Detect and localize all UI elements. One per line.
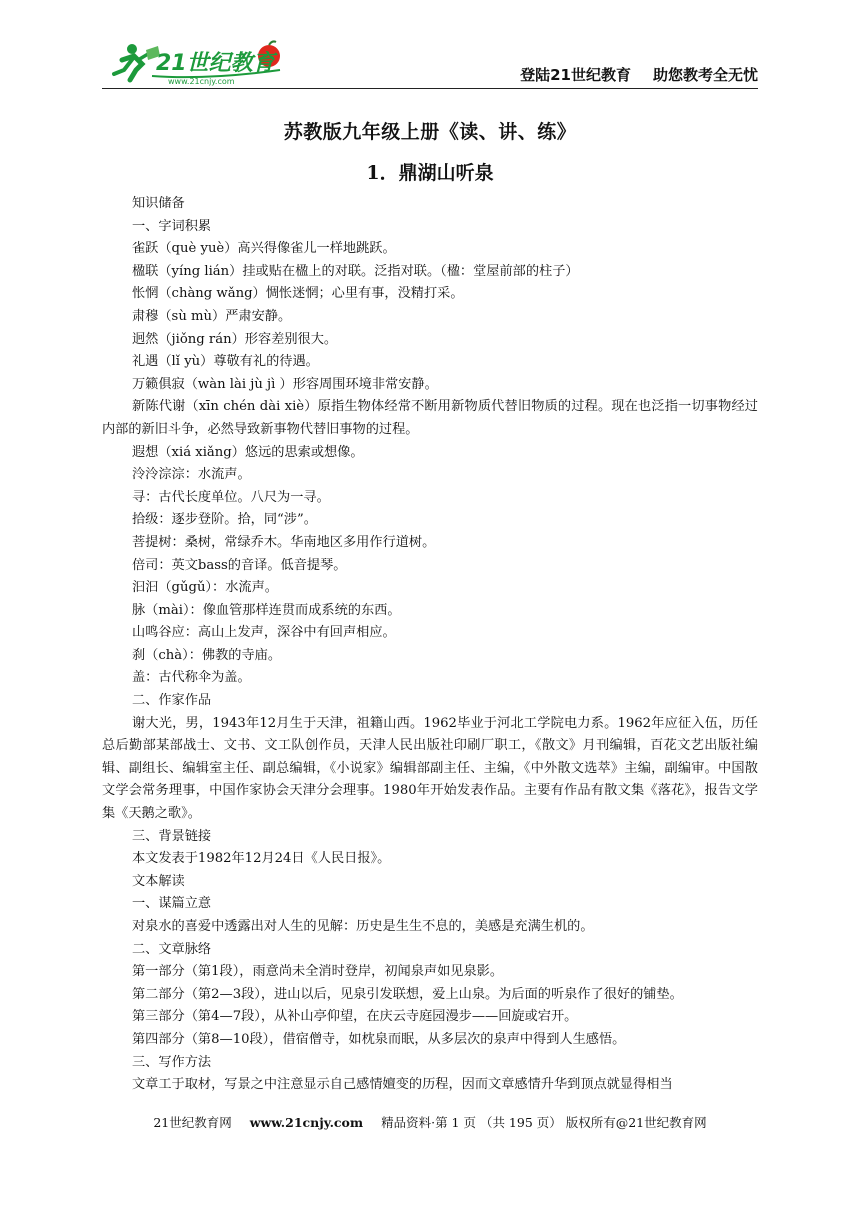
subsection-heading: 二、文章脉络	[132, 941, 212, 957]
header-divider	[102, 88, 758, 89]
footer-site-link[interactable]: www.21cnjy.com	[249, 1115, 364, 1130]
slogan-left: 登陆21世纪教育	[520, 66, 631, 84]
paragraph: 第一部分（第1段），雨意尚未全消时登岸，初闻泉声如见泉影。	[132, 964, 504, 980]
subsection-heading: 三、背景链接	[132, 828, 212, 844]
vocab-item: 楹联（yíng lián）挂或贴在楹上的对联。泛指对联。（楹：堂屋前部的柱子）	[132, 263, 579, 279]
footer-left: 21世纪教育网	[153, 1115, 232, 1130]
subsection-heading: 三、写作方法	[132, 1054, 212, 1070]
paragraph: 对泉水的喜爱中透露出对人生的见解：历史是生生不息的，美感是充满生机的。	[132, 919, 594, 934]
subsection-heading: 一、谋篇立意	[132, 896, 212, 912]
vocab-item: 刹（chà）：佛教的寺庙。	[132, 647, 282, 663]
vocab-item: 新陈代谢（xīn chén dài xiè）原指生物体经常不断用新物质代替旧物质的过程。现在也泛指一切事物经过内部的新旧斗争，必然导致新事物代替旧事物的过程。	[102, 399, 758, 437]
vocab-item: 寻：古代长度单位。八尺为一寻。	[132, 489, 330, 505]
subsection-heading: 二、作家作品	[132, 693, 212, 709]
paragraph: 本文发表于1982年12月24日《人民日报》。	[132, 851, 391, 867]
paragraph: 第三部分（第4—7段），从补山亭仰望，在庆云寺庭园漫步——回旋或宕开。	[132, 1009, 578, 1025]
header-slogan	[520, 64, 758, 85]
vocab-item: 汩汩（gǔgǔ）：水流声。	[132, 580, 278, 596]
vocab-item: 怅惘（chàng wǎng）惆怅迷惘；心里有事，没精打采。	[132, 286, 464, 302]
vocab-item: 遐想（xiá xiǎng）悠远的思索或想像。	[132, 444, 364, 460]
logo-url: www.21cnjy.com	[168, 77, 235, 86]
author-bio: 谢大光，男，1943年12月生于天津，祖籍山西。1962毕业于河北工学院电力系。1962年应征入伍，历任总后勤部某部战士、文书、文工队创作员，天津人民出版社印刷厂职工，《散文》月刊编辑，百花文艺出版社编辑、副组长、编辑室主任、副总编辑，《小说家》编辑部副主任、主编，《中外散文选萃》主编，副编审。中国散文学会常务理事，中国作家协会天津分会理事。1980年开始发表作品。主要有作品有散文集《落花》，报告文学集《天鹅之歌》。	[102, 715, 758, 822]
slogan-right: 助您教考全无忧	[652, 66, 758, 84]
vocab-item: 泠泠淙淙：水流声。	[132, 467, 251, 483]
vocab-item: 脉（mài）：像血管那样连贯而成系统的东西。	[132, 602, 401, 618]
page-footer	[0, 1113, 860, 1131]
vocab-item: 礼遇（lǐ yù）尊敬有礼的待遇。	[132, 354, 319, 370]
vocab-item: 万籁俱寂（wàn lài jù jì ）形容周围环境非常安静。	[132, 376, 438, 392]
logo	[108, 40, 288, 86]
paragraph: 文章工于取材，写景之中注意显示自己感情嬗变的历程，因而文章感情升华到顶点就显得相当	[132, 1077, 673, 1093]
section-heading: 文本解读	[132, 873, 185, 889]
vocab-item: 菩提树：桑树，常绿乔木。华南地区多用作行道树。	[132, 534, 436, 550]
vocab-item: 迥然（jiǒng rán）形容差别很大。	[132, 331, 338, 347]
paragraph: 第二部分（第2—3段），进山以后，见泉引发联想，爱上山泉。为后面的听泉作了很好的铺垫。	[132, 986, 683, 1002]
vocab-item: 山鸣谷应：高山上发声，深谷中有回声相应。	[132, 625, 396, 641]
logo-text: 21世纪教育	[156, 51, 275, 76]
document-body	[102, 193, 758, 1097]
footer-right: 精品资料·第 1 页 （共 195 页） 版权所有@21世纪教育网	[381, 1115, 707, 1130]
subsection-heading: 一、字词积累	[132, 218, 212, 234]
logo-graphic	[108, 40, 288, 86]
vocab-item: 盖：古代称伞为盖。	[132, 670, 251, 686]
document-title: 苏教版九年级上册《读、讲、练》	[283, 121, 577, 143]
section-heading: 知识储备	[132, 196, 185, 211]
vocab-item: 肃穆（sù mù）严肃安静。	[132, 308, 292, 324]
lesson-title: 1．鼎湖山听泉	[366, 162, 494, 184]
vocab-item: 倍司：英文bass的音译。低音提琴。	[132, 557, 347, 573]
vocab-item: 雀跃（què yuè）高兴得像雀儿一样地跳跃。	[132, 241, 396, 257]
vocab-item: 拾级：逐步登阶。拾，同“涉”。	[132, 512, 317, 528]
paragraph: 第四部分（第8—10段），借宿僧寺，如枕泉而眠，从多层次的泉声中得到人生感悟。	[132, 1031, 626, 1047]
page-header	[102, 38, 758, 88]
